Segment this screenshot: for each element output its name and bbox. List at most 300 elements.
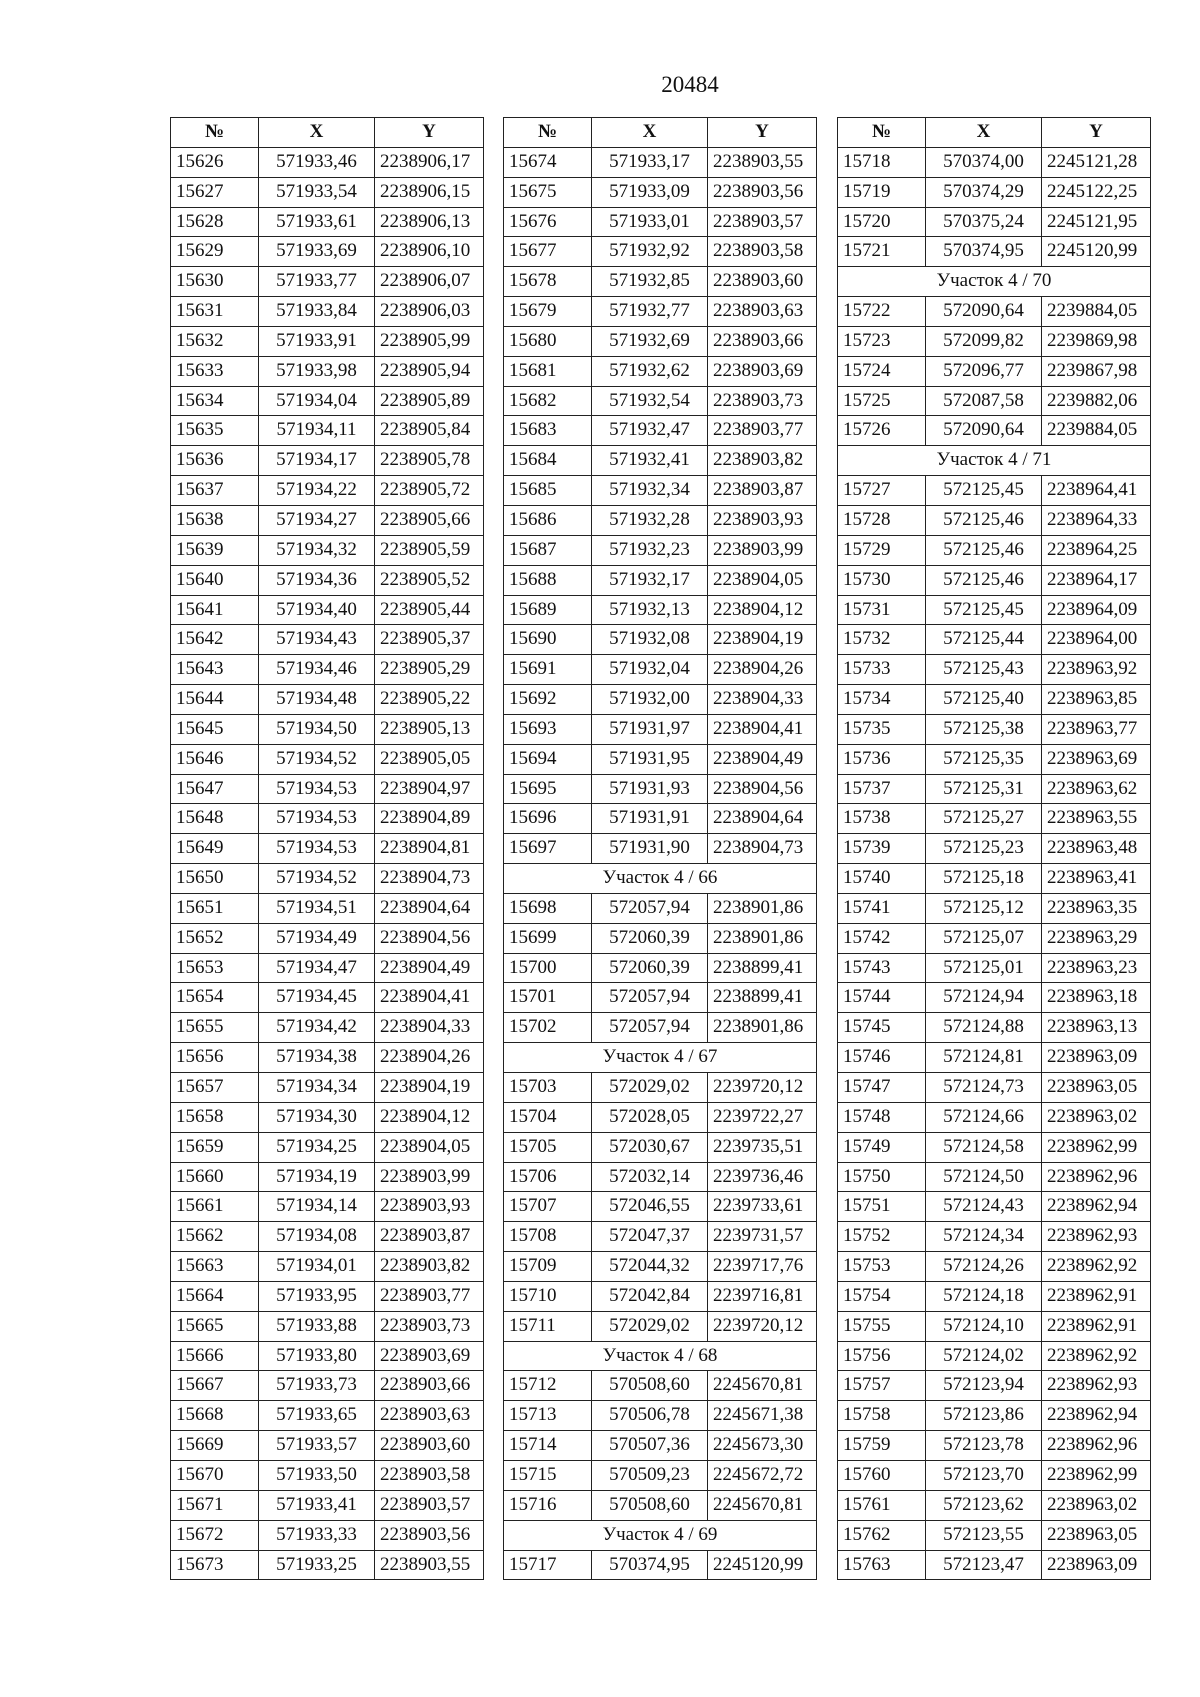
x-coordinate: 571934,45 (259, 983, 375, 1013)
table-row (504, 1132, 817, 1162)
x-coordinate: 572124,58 (926, 1132, 1042, 1162)
point-number: 15664 (171, 1281, 259, 1311)
y-coordinate: 2238903,99 (708, 535, 817, 565)
table-row (504, 476, 817, 506)
y-coordinate: 2238905,84 (375, 416, 484, 446)
table-row (171, 1043, 484, 1073)
x-coordinate: 572124,88 (926, 1013, 1042, 1043)
x-coordinate: 571933,50 (259, 1460, 375, 1490)
y-coordinate: 2239869,98 (1042, 326, 1151, 356)
x-coordinate: 572125,23 (926, 834, 1042, 864)
y-coordinate: 2238962,92 (1042, 1341, 1151, 1371)
point-number: 15750 (838, 1162, 926, 1192)
point-number: 15701 (504, 983, 592, 1013)
point-number: 15741 (838, 893, 926, 923)
table-row (171, 297, 484, 327)
x-coordinate: 571933,17 (592, 147, 708, 177)
table-row (171, 1520, 484, 1550)
x-coordinate: 572124,02 (926, 1341, 1042, 1371)
table-row (504, 1401, 817, 1431)
y-coordinate: 2238903,66 (708, 326, 817, 356)
y-coordinate: 2239722,27 (708, 1102, 817, 1132)
x-coordinate: 572124,73 (926, 1073, 1042, 1103)
section-heading: Участок 4 / 70 (838, 267, 1151, 297)
point-number: 15718 (838, 147, 926, 177)
table-row (171, 1252, 484, 1282)
y-coordinate: 2238903,93 (375, 1192, 484, 1222)
point-number: 15752 (838, 1222, 926, 1252)
table-row (171, 983, 484, 1013)
point-number: 15728 (838, 505, 926, 535)
table-row (838, 1341, 1151, 1371)
table-row (504, 1073, 817, 1103)
y-coordinate: 2238963,92 (1042, 655, 1151, 685)
x-coordinate: 571934,22 (259, 476, 375, 506)
table-row (504, 923, 817, 953)
x-coordinate: 572123,55 (926, 1520, 1042, 1550)
y-coordinate: 2238903,57 (375, 1490, 484, 1520)
y-coordinate: 2238904,89 (375, 804, 484, 834)
x-coordinate: 572125,01 (926, 953, 1042, 983)
x-coordinate: 571933,69 (259, 237, 375, 267)
table-row (504, 655, 817, 685)
point-number: 15737 (838, 774, 926, 804)
y-coordinate: 2238904,97 (375, 774, 484, 804)
x-coordinate: 570375,24 (926, 207, 1042, 237)
point-number: 15670 (171, 1460, 259, 1490)
point-number: 15760 (838, 1460, 926, 1490)
y-coordinate: 2238906,10 (375, 237, 484, 267)
point-number: 15632 (171, 326, 259, 356)
x-coordinate: 570507,36 (592, 1431, 708, 1461)
y-coordinate: 2239736,46 (708, 1162, 817, 1192)
point-number: 15724 (838, 356, 926, 386)
point-number: 15748 (838, 1102, 926, 1132)
header-x: X (926, 118, 1042, 148)
table-row (171, 1490, 484, 1520)
point-number: 15651 (171, 893, 259, 923)
x-coordinate: 572125,43 (926, 655, 1042, 685)
header-x: X (259, 118, 375, 148)
point-number: 15758 (838, 1401, 926, 1431)
y-coordinate: 2245671,38 (708, 1401, 817, 1431)
y-coordinate: 2238962,91 (1042, 1311, 1151, 1341)
table-row (504, 1192, 817, 1222)
table-row (504, 565, 817, 595)
point-number: 15739 (838, 834, 926, 864)
x-coordinate: 571934,51 (259, 893, 375, 923)
table-row (171, 1311, 484, 1341)
point-number: 15720 (838, 207, 926, 237)
point-number: 15636 (171, 446, 259, 476)
table-row (838, 237, 1151, 267)
x-coordinate: 571933,61 (259, 207, 375, 237)
y-coordinate: 2238963,69 (1042, 744, 1151, 774)
point-number: 15649 (171, 834, 259, 864)
y-coordinate: 2238904,05 (708, 565, 817, 595)
table-row (171, 356, 484, 386)
y-coordinate: 2238905,13 (375, 714, 484, 744)
x-coordinate: 572123,78 (926, 1431, 1042, 1461)
x-coordinate: 571934,46 (259, 655, 375, 685)
point-number: 15717 (504, 1550, 592, 1580)
y-coordinate: 2238904,26 (708, 655, 817, 685)
x-coordinate: 572125,44 (926, 625, 1042, 655)
y-coordinate: 2238903,82 (375, 1252, 484, 1282)
x-coordinate: 572057,94 (592, 1013, 708, 1043)
point-number: 15671 (171, 1490, 259, 1520)
y-coordinate: 2238901,86 (708, 923, 817, 953)
table-row (838, 1401, 1151, 1431)
x-coordinate: 572124,81 (926, 1043, 1042, 1073)
x-coordinate: 572124,26 (926, 1252, 1042, 1282)
table-row (171, 386, 484, 416)
y-coordinate: 2238903,87 (708, 476, 817, 506)
x-coordinate: 572042,84 (592, 1281, 708, 1311)
table-row (838, 714, 1151, 744)
point-number: 15680 (504, 326, 592, 356)
table-row (504, 1490, 817, 1520)
x-coordinate: 572124,94 (926, 983, 1042, 1013)
point-number: 15685 (504, 476, 592, 506)
point-number: 15630 (171, 267, 259, 297)
x-coordinate: 572099,82 (926, 326, 1042, 356)
point-number: 15627 (171, 177, 259, 207)
y-coordinate: 2238904,05 (375, 1132, 484, 1162)
point-number: 15643 (171, 655, 259, 685)
x-coordinate: 572060,39 (592, 923, 708, 953)
point-number: 15696 (504, 804, 592, 834)
table-row (504, 326, 817, 356)
y-coordinate: 2238904,73 (375, 864, 484, 894)
y-coordinate: 2238962,92 (1042, 1252, 1151, 1282)
point-number: 15635 (171, 416, 259, 446)
table-row (838, 625, 1151, 655)
table-row (838, 1132, 1151, 1162)
table-row (838, 1371, 1151, 1401)
table-row (171, 893, 484, 923)
point-number: 15706 (504, 1162, 592, 1192)
y-coordinate: 2238903,60 (375, 1431, 484, 1461)
table-row (838, 893, 1151, 923)
x-coordinate: 572044,32 (592, 1252, 708, 1282)
point-number: 15665 (171, 1311, 259, 1341)
point-number: 15642 (171, 625, 259, 655)
table-row (838, 1252, 1151, 1282)
table-row (171, 685, 484, 715)
x-coordinate: 571932,08 (592, 625, 708, 655)
table-row (504, 1281, 817, 1311)
section-heading: Участок 4 / 71 (838, 446, 1151, 476)
point-number: 15653 (171, 953, 259, 983)
x-coordinate: 572057,94 (592, 893, 708, 923)
table-row (504, 1162, 817, 1192)
section-heading-row (504, 1043, 817, 1073)
x-coordinate: 571931,97 (592, 714, 708, 744)
x-coordinate: 571933,57 (259, 1431, 375, 1461)
x-coordinate: 571934,42 (259, 1013, 375, 1043)
header-x: X (592, 118, 708, 148)
y-coordinate: 2238903,99 (375, 1162, 484, 1192)
point-number: 15697 (504, 834, 592, 864)
point-number: 15687 (504, 535, 592, 565)
point-number: 15634 (171, 386, 259, 416)
x-coordinate: 571932,23 (592, 535, 708, 565)
table-row (504, 893, 817, 923)
y-coordinate: 2238903,77 (708, 416, 817, 446)
table-row (838, 953, 1151, 983)
coordinates-table-3 (837, 117, 1151, 1580)
x-coordinate: 570508,60 (592, 1371, 708, 1401)
y-coordinate: 2238903,58 (375, 1460, 484, 1490)
point-number: 15686 (504, 505, 592, 535)
x-coordinate: 571934,47 (259, 953, 375, 983)
section-heading-row (838, 267, 1151, 297)
point-number: 15684 (504, 446, 592, 476)
header-number: № (171, 118, 259, 148)
y-coordinate: 2245670,81 (708, 1490, 817, 1520)
point-number: 15756 (838, 1341, 926, 1371)
y-coordinate: 2238906,17 (375, 147, 484, 177)
table-row (838, 804, 1151, 834)
y-coordinate: 2238904,56 (375, 923, 484, 953)
x-coordinate: 571932,85 (592, 267, 708, 297)
y-coordinate: 2238962,99 (1042, 1460, 1151, 1490)
x-coordinate: 571932,41 (592, 446, 708, 476)
table-row (504, 356, 817, 386)
x-coordinate: 571932,13 (592, 595, 708, 625)
table-row (838, 923, 1151, 953)
x-coordinate: 571933,84 (259, 297, 375, 327)
y-coordinate: 2238903,58 (708, 237, 817, 267)
point-number: 15682 (504, 386, 592, 416)
y-coordinate: 2238904,33 (375, 1013, 484, 1043)
table-row (504, 147, 817, 177)
header-number: № (838, 118, 926, 148)
point-number: 15711 (504, 1311, 592, 1341)
y-coordinate: 2238905,78 (375, 446, 484, 476)
x-coordinate: 571932,69 (592, 326, 708, 356)
y-coordinate: 2238962,93 (1042, 1371, 1151, 1401)
table-header-row (171, 118, 484, 148)
table-row (838, 565, 1151, 595)
table-row (838, 1162, 1151, 1192)
point-number: 15704 (504, 1102, 592, 1132)
table-row (171, 1192, 484, 1222)
table-row (171, 1102, 484, 1132)
table-row (171, 744, 484, 774)
y-coordinate: 2238903,60 (708, 267, 817, 297)
table-row (504, 774, 817, 804)
y-coordinate: 2238904,12 (375, 1102, 484, 1132)
x-coordinate: 571934,32 (259, 535, 375, 565)
x-coordinate: 571933,73 (259, 1371, 375, 1401)
table-row (171, 774, 484, 804)
y-coordinate: 2238905,44 (375, 595, 484, 625)
point-number: 15742 (838, 923, 926, 953)
table-row (838, 774, 1151, 804)
y-coordinate: 2238962,94 (1042, 1401, 1151, 1431)
x-coordinate: 571932,17 (592, 565, 708, 595)
x-coordinate: 571933,65 (259, 1401, 375, 1431)
header-y: Y (708, 118, 817, 148)
point-number: 15744 (838, 983, 926, 1013)
y-coordinate: 2238904,64 (375, 893, 484, 923)
table-row (171, 177, 484, 207)
point-number: 15629 (171, 237, 259, 267)
table-row (171, 1401, 484, 1431)
x-coordinate: 571934,43 (259, 625, 375, 655)
table-row (838, 1222, 1151, 1252)
point-number: 15681 (504, 356, 592, 386)
y-coordinate: 2239717,76 (708, 1252, 817, 1282)
point-number: 15731 (838, 595, 926, 625)
x-coordinate: 571933,54 (259, 177, 375, 207)
x-coordinate: 572087,58 (926, 386, 1042, 416)
y-coordinate: 2238905,29 (375, 655, 484, 685)
table-row (171, 804, 484, 834)
x-coordinate: 572125,18 (926, 864, 1042, 894)
x-coordinate: 571931,91 (592, 804, 708, 834)
x-coordinate: 572125,31 (926, 774, 1042, 804)
table-row (504, 1252, 817, 1282)
header-number: № (504, 118, 592, 148)
y-coordinate: 2238905,94 (375, 356, 484, 386)
y-coordinate: 2238963,09 (1042, 1043, 1151, 1073)
x-coordinate: 571932,28 (592, 505, 708, 535)
x-coordinate: 571934,04 (259, 386, 375, 416)
point-number: 15719 (838, 177, 926, 207)
point-number: 15740 (838, 864, 926, 894)
point-number: 15658 (171, 1102, 259, 1132)
y-coordinate: 2245670,81 (708, 1371, 817, 1401)
table-row (171, 1222, 484, 1252)
x-coordinate: 571934,19 (259, 1162, 375, 1192)
point-number: 15734 (838, 685, 926, 715)
y-coordinate: 2238904,56 (708, 774, 817, 804)
table-row (838, 326, 1151, 356)
y-coordinate: 2245672,72 (708, 1460, 817, 1490)
y-coordinate: 2238904,41 (708, 714, 817, 744)
y-coordinate: 2238963,29 (1042, 923, 1151, 953)
y-coordinate: 2238904,26 (375, 1043, 484, 1073)
table-row (838, 416, 1151, 446)
x-coordinate: 572125,40 (926, 685, 1042, 715)
table-row (504, 237, 817, 267)
x-coordinate: 571934,38 (259, 1043, 375, 1073)
x-coordinate: 572125,12 (926, 893, 1042, 923)
y-coordinate: 2238904,49 (375, 953, 484, 983)
x-coordinate: 572090,64 (926, 416, 1042, 446)
point-number: 15726 (838, 416, 926, 446)
point-number: 15626 (171, 147, 259, 177)
x-coordinate: 572125,46 (926, 535, 1042, 565)
y-coordinate: 2238903,56 (708, 177, 817, 207)
y-coordinate: 2238903,55 (708, 147, 817, 177)
table-row (171, 714, 484, 744)
x-coordinate: 571933,09 (592, 177, 708, 207)
point-number: 15699 (504, 923, 592, 953)
y-coordinate: 2238904,19 (708, 625, 817, 655)
x-coordinate: 571933,46 (259, 147, 375, 177)
y-coordinate: 2238904,81 (375, 834, 484, 864)
point-number: 15698 (504, 893, 592, 923)
x-coordinate: 572125,35 (926, 744, 1042, 774)
x-coordinate: 572096,77 (926, 356, 1042, 386)
x-coordinate: 571932,00 (592, 685, 708, 715)
section-heading-row (504, 1341, 817, 1371)
x-coordinate: 571934,52 (259, 744, 375, 774)
x-coordinate: 571933,01 (592, 207, 708, 237)
y-coordinate: 2238963,18 (1042, 983, 1151, 1013)
x-coordinate: 571934,53 (259, 834, 375, 864)
x-coordinate: 571934,34 (259, 1073, 375, 1103)
y-coordinate: 2238964,00 (1042, 625, 1151, 655)
point-number: 15705 (504, 1132, 592, 1162)
y-coordinate: 2238963,55 (1042, 804, 1151, 834)
y-coordinate: 2245122,25 (1042, 177, 1151, 207)
x-coordinate: 572123,86 (926, 1401, 1042, 1431)
point-number: 15763 (838, 1550, 926, 1580)
table-row (504, 714, 817, 744)
table-row (171, 1550, 484, 1580)
x-coordinate: 571934,11 (259, 416, 375, 446)
point-number: 15733 (838, 655, 926, 685)
point-number: 15663 (171, 1252, 259, 1282)
table-row (171, 565, 484, 595)
y-coordinate: 2238963,23 (1042, 953, 1151, 983)
table-row (838, 1043, 1151, 1073)
point-number: 15736 (838, 744, 926, 774)
table-row (171, 595, 484, 625)
x-coordinate: 571932,92 (592, 237, 708, 267)
table-row (171, 1341, 484, 1371)
point-number: 15732 (838, 625, 926, 655)
x-coordinate: 570508,60 (592, 1490, 708, 1520)
point-number: 15695 (504, 774, 592, 804)
point-number: 15746 (838, 1043, 926, 1073)
y-coordinate: 2238962,93 (1042, 1222, 1151, 1252)
point-number: 15716 (504, 1490, 592, 1520)
x-coordinate: 571934,40 (259, 595, 375, 625)
point-number: 15639 (171, 535, 259, 565)
y-coordinate: 2238905,66 (375, 505, 484, 535)
point-number: 15650 (171, 864, 259, 894)
x-coordinate: 572124,34 (926, 1222, 1042, 1252)
table-row (171, 207, 484, 237)
table-row (838, 1431, 1151, 1461)
y-coordinate: 2245673,30 (708, 1431, 817, 1461)
x-coordinate: 572124,50 (926, 1162, 1042, 1192)
table-row (171, 446, 484, 476)
table-row (171, 1281, 484, 1311)
table-row (838, 655, 1151, 685)
x-coordinate: 571934,49 (259, 923, 375, 953)
x-coordinate: 571933,25 (259, 1550, 375, 1580)
y-coordinate: 2238964,17 (1042, 565, 1151, 595)
y-coordinate: 2238903,82 (708, 446, 817, 476)
x-coordinate: 572057,94 (592, 983, 708, 1013)
y-coordinate: 2238963,02 (1042, 1490, 1151, 1520)
point-number: 15759 (838, 1431, 926, 1461)
y-coordinate: 2238963,48 (1042, 834, 1151, 864)
table-row (504, 1102, 817, 1132)
y-coordinate: 2238903,77 (375, 1281, 484, 1311)
table-row (838, 1073, 1151, 1103)
point-number: 15754 (838, 1281, 926, 1311)
table-row (838, 207, 1151, 237)
x-coordinate: 570506,78 (592, 1401, 708, 1431)
